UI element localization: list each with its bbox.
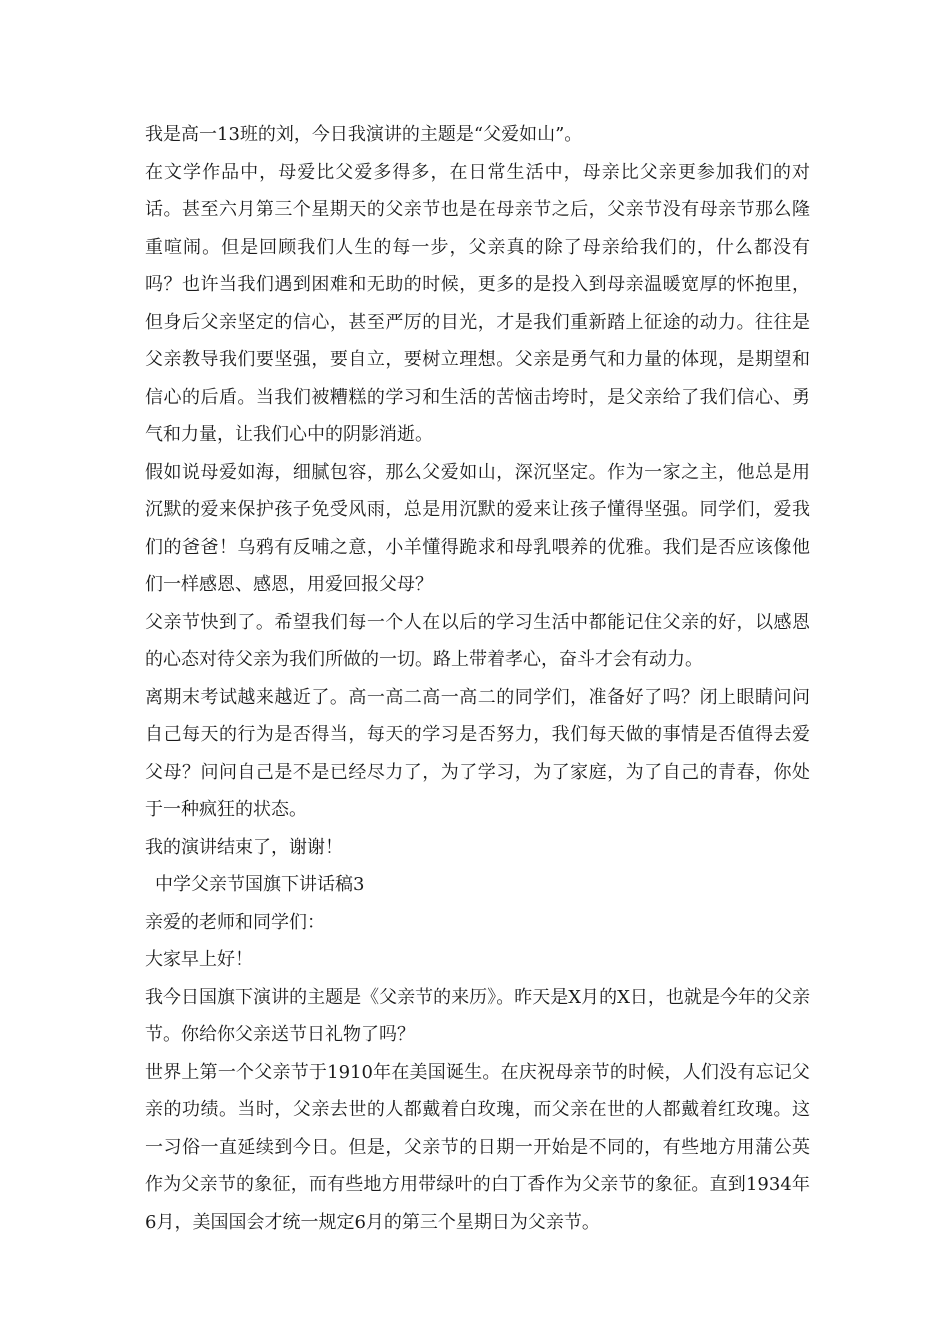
paragraph-exams: 离期末考试越来越近了。高一高二高一高二的同学们，准备好了吗？闭上眼睛问问自己每天的行为是否得当，每天的学习是否努力，我们每天做的事情是否值得去爱父母？问问自己是不是已经尽力了，为了学习，为了家庭，为了自己的青春，你处于一种疯狂的状态。 xyxy=(145,686,810,820)
paragraph-intro: 我是高一13班的刘，今日我演讲的主题是“父爱如山”。 xyxy=(145,124,583,145)
paragraph-closing: 我的演讲结束了，谢谢！ xyxy=(145,836,343,858)
paragraph-history: 世界上第一个父亲节于1910年在美国诞生。在庆祝母亲节的时候，人们没有忘记父亲的功绩。当时，父亲去世的人都戴着白玫瑰，而父亲在世的人都戴着红玫瑰。这一习俗一直延续到今日。但是，父亲节的日期一开始是不同的，有些地方用蒲公英作为父亲节的象征，而有些地方用带绿叶的白丁香作为父亲节的象征。直到1934年6月，美国国会才统一规定6月的第三个星期日为父亲节。 xyxy=(145,1061,810,1233)
paragraph-fathers-day-coming: 父亲节快到了。希望我们每一个人在以后的学习生活中都能记住父亲的好，以感恩的心态对待父亲为我们所做的一切。路上带着孝心，奋斗才会有动力。 xyxy=(145,611,810,670)
paragraph-salutation: 亲爱的老师和同学们： xyxy=(145,911,325,933)
speech-heading: 中学父亲节国旗下讲话稿3 xyxy=(155,874,365,895)
paragraph-greeting: 大家早上好！ xyxy=(145,949,253,970)
paragraph-topic: 我今日国旗下演讲的主题是《父亲节的来历》。昨天是X月的X日，也就是今年的父亲节。你给你父亲送节日礼物了吗？ xyxy=(145,986,810,1045)
paragraph-literature: 在文学作品中，母爱比父爱多得多，在日常生活中，母亲比父亲更参加我们的对话。甚至六月第三个星期天的父亲节也是在母亲节之后，父亲节没有母亲节那么隆重喧闹。但是回顾我们人生的每一步，父亲真的除了母亲给我们的，什么都没有吗？也许当我们遇到困难和无助的时候，更多的是投入到母亲温暖宽厚的怀抱里，但身后父亲坚定的信心，甚至严厉的目光，才是我们重新踏上征途的动力。往往是父亲教导我们要坚强，要自立，要树立理想。父亲是勇气和力量的体现，是期望和信心的后盾。当我们被糟糕的学习和生活的苦恼击垮时，是父亲给了我们信心、勇气和力量，让我们心中的阴影消逝。 xyxy=(145,161,810,445)
paragraph-mountain: 假如说母爱如海，细腻包容，那么父爱如山，深沉坚定。作为一家之主，他总是用沉默的爱来保护孩子免受风雨，总是用沉默的爱来让孩子懂得坚强。同学们，爱我们的爸爸！乌鸦有反哺之意，小羊懂得跪求和母乳喂养的优雅。我们是否应该像他们一样感恩、感恩，用爱回报父母？ xyxy=(145,461,810,595)
document-body xyxy=(145,116,810,1241)
